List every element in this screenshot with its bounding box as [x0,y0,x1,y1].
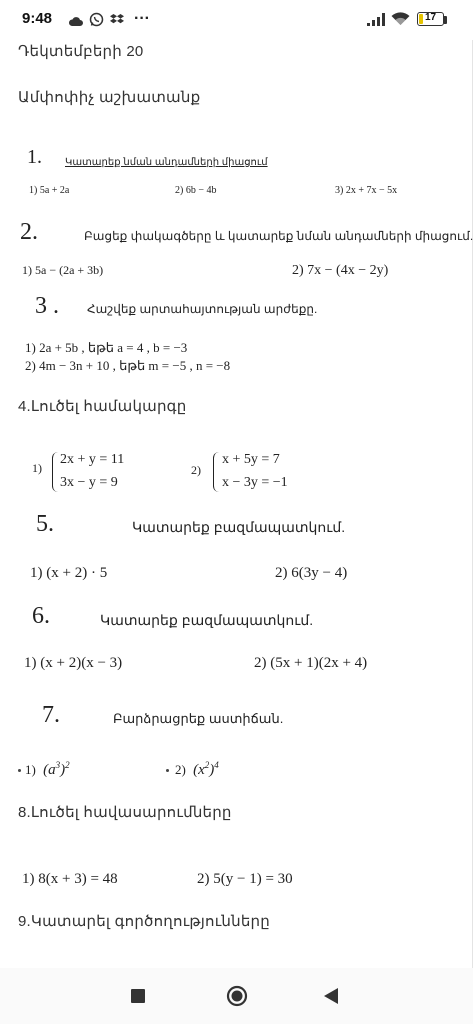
battery-level: 17 [424,12,437,23]
task7-item-1-label: 1) [25,762,36,777]
task5-item-1: 1) (x + 2) · 5 [30,565,108,581]
task6-item-2: 2) (5x + 1)(2x + 4) [254,655,368,671]
task1-item-3: 3) 2x + 7x − 5x [335,185,398,196]
task8-item-2: 2) 5(y − 1) = 30 [197,871,293,887]
task9-text: 9.Կատարել գործողությունները [18,913,270,930]
recents-square-icon[interactable] [131,989,145,1003]
task1-item-1: 1) 5a + 2a [29,185,70,196]
task2-item-2: 2) 7x − (4x − 2y) [292,263,389,278]
task3-number: 3 . [35,293,59,319]
task7-item-2-label: 2) [175,762,186,777]
task7-item-2-base: (x [193,762,205,778]
task4-system1-eq1: 2x + y = 11 [60,452,125,467]
task2-item-1: 1) 5a − (2a + 3b) [22,263,104,277]
task4-system1-brace [52,452,60,492]
task7-item-1-close: ) [60,762,66,778]
task4-system1-eq2: 3x − y = 9 [60,475,118,490]
task7-number: 7. [42,702,60,728]
task4-system2-brace [213,452,221,492]
task1-item-2: 2) 6b − 4b [175,185,217,196]
document-page[interactable] [0,40,473,969]
task7-item-1-base: (a [43,762,56,778]
task7-item-2 [175,760,219,779]
task7-item-1 [25,760,70,779]
task1-text: Կատարեք նման անդամների միացում [65,157,268,168]
status-bar [0,0,473,40]
task7-text: Բարձրացրեք աստիճան. [113,711,284,726]
task8-item-1: 1) 8(x + 3) = 48 [22,871,118,887]
task3-item-2: 2) 4m − 3n + 10 , եթե m = −5 , n = −8 [25,358,231,373]
task6-text: Կատարեք բազմապատկում. [100,612,314,628]
task7-item-2-expr [193,762,219,778]
navigation-bar [0,968,473,1024]
document-title: Ամփոփիչ աշխատանք [18,89,201,106]
task2-text: Բացեք փակագծերը և կատարեք նման անդամների միացում. [84,229,473,243]
status-time: 9:48 [22,10,53,27]
whatsapp-icon [89,12,104,32]
task4-text: 4.Լուծել համակարգը [18,398,187,415]
task7-item-1-expr [43,762,70,778]
bullet-dot [18,769,21,772]
task1-number: 1. [27,146,42,168]
task7-item-1-outer-exp: 2 [65,760,70,770]
home-circle-icon[interactable] [226,985,248,1012]
task4-system2-eq1: x + 5y = 7 [222,452,280,467]
task2-number: 2. [20,219,38,245]
cloud-icon [68,14,84,32]
dropbox-icon [110,13,124,31]
task7-item-1-inner-exp: 3 [55,760,61,770]
task4-system1-label: 1) [32,461,42,475]
task7-item-2-close: ) [209,762,215,778]
back-triangle-icon[interactable] [323,987,339,1010]
task5-number: 5. [36,511,54,537]
document-date: Դեկտեմբերի 20 [18,43,144,60]
task8-text: 8.Լուծել հավասարումները [18,804,232,821]
task5-item-2: 2) 6(3y − 4) [275,565,348,581]
task6-number: 6. [32,603,50,629]
task7-item-2-inner-exp: 2 [204,760,210,770]
task5-text: Կատարեք բազմապատկում. [132,519,346,535]
wifi-icon [391,12,410,31]
task3-item-1: 1) 2a + 5b , եթե a = 4 , b = −3 [25,340,188,355]
task4-system2-label: 2) [191,463,201,477]
task3-text: Հաշվեք արտահայտության արժեքը. [87,302,318,316]
task7-item-2-outer-exp: 4 [214,760,219,770]
more-icon: ··· [134,10,150,27]
task6-item-1: 1) (x + 2)(x − 3) [24,655,123,671]
signal-icon [367,13,385,31]
task4-system2-eq2: x − 3y = −1 [222,475,288,490]
bullet-dot [166,769,169,772]
